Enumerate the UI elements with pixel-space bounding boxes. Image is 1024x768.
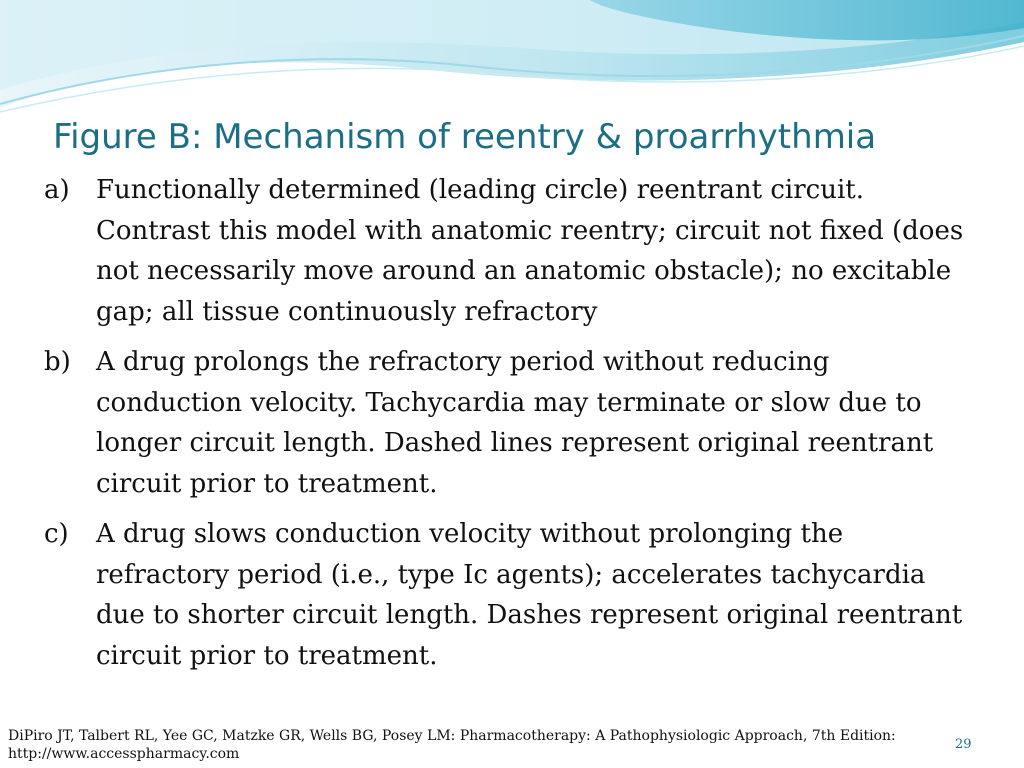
- list-item-marker: b): [44, 347, 71, 377]
- footer-citation: DiPiro JT, Talbert RL, Yee GC, Matzke GR, Wells BG, Posey LM: Pharmacotherapy: A Pathophysiologic Approach, 7th Edition: http://www.accesspharmacy.com: [8, 728, 896, 762]
- list-item: [44, 170, 974, 332]
- page-number: 29: [955, 737, 972, 752]
- slide-title: Figure B: Mechanism of reentry & proarrhythmia: [53, 117, 877, 157]
- list-item: [44, 514, 974, 676]
- list-item-text: A drug slows conduction velocity without prolonging the refractory period (i.e., type Ic agents); accelerates tachycardia due to shorter circuit length. Dashes represent original reentrant circuit prior to treatment.: [96, 519, 963, 671]
- list-item: [44, 342, 974, 504]
- list-item-text: Functionally determined (leading circle) reentrant circuit. Contrast this model with anatomic reentry; circuit not fixed (does not necessarily move around an anatomic obstacle); no excitable gap; all tissue continuously refractory: [96, 175, 964, 327]
- list-item-text: A drug prolongs the refractory period without reducing conduction velocity. Tachycardia may terminate or slow due to longer circuit length. Dashed lines represent original reentrant circuit prior to treatment.: [96, 347, 934, 499]
- list-item-marker: c): [44, 519, 69, 549]
- content-list: [44, 170, 974, 686]
- list-item-marker: a): [44, 175, 70, 205]
- header-wave-decoration: [0, 0, 1024, 120]
